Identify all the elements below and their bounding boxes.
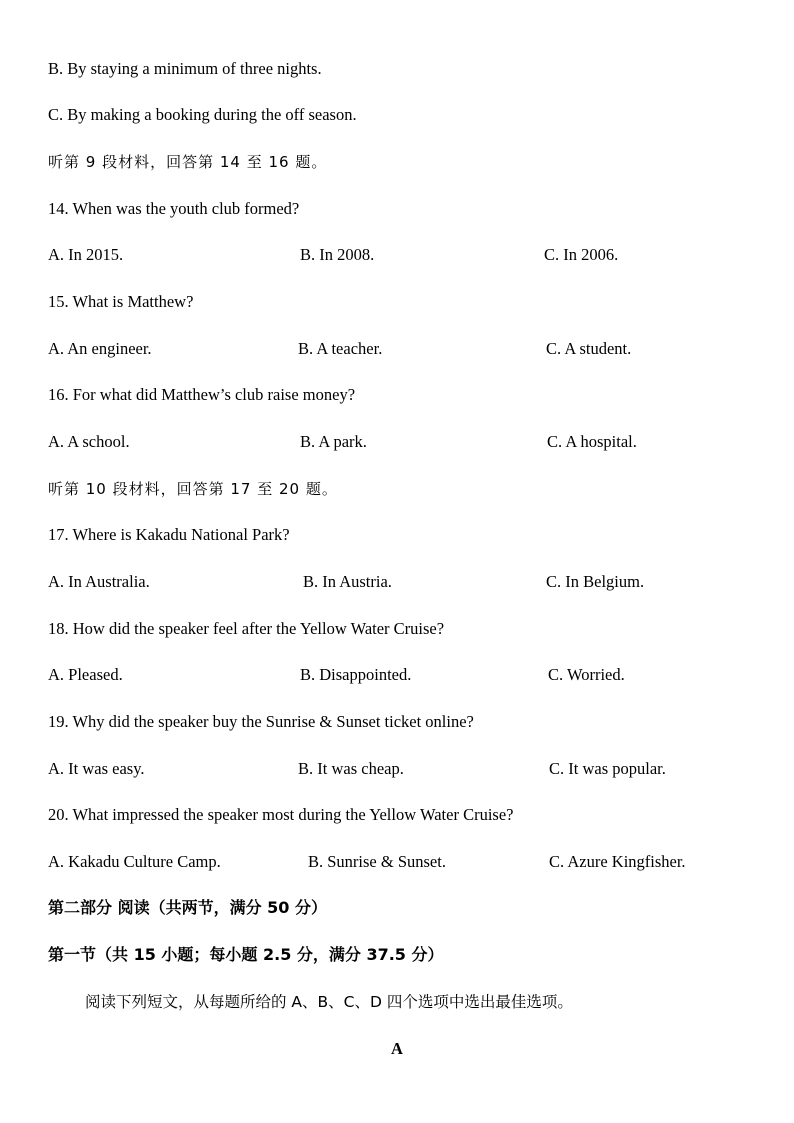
question-16: 16. For what did Matthew’s club raise money?: [48, 385, 356, 404]
q18-option-b: B. Disappointed.: [300, 665, 412, 684]
q18-option-c: C. Worried.: [548, 665, 625, 684]
q19-option-a: A. It was easy.: [48, 759, 145, 778]
q14-option-b: B. In 2008.: [300, 245, 375, 264]
q20-option-c: C. Azure Kingfisher.: [549, 852, 686, 871]
q19-option-c: C. It was popular.: [549, 759, 666, 778]
q18-option-a: A. Pleased.: [48, 665, 123, 684]
q16-option-a: A. A school.: [48, 432, 130, 451]
option-c-prev: C. By making a booking during the off season.: [48, 105, 357, 124]
question-18: 18. How did the speaker feel after the Yellow Water Cruise?: [48, 619, 445, 638]
q17-option-a: A. In Australia.: [48, 572, 150, 591]
q15-option-c: C. A student.: [546, 339, 632, 358]
q19-option-b: B. It was cheap.: [298, 759, 404, 778]
section9-heading: 听第 9 段材料，回答第 14 至 16 题。: [48, 153, 328, 171]
question-14: 14. When was the youth club formed?: [48, 199, 300, 218]
q15-option-a: A. An engineer.: [48, 339, 152, 358]
section10-heading: 听第 10 段材料，回答第 17 至 20 题。: [48, 480, 338, 498]
q16-option-b: B. A park.: [300, 432, 367, 451]
q20-option-a: A. Kakadu Culture Camp.: [48, 852, 221, 871]
part2-heading: 第二部分 阅读（共两节，满分 50 分）: [48, 898, 327, 917]
section1-heading: 第一节（共 15 小题；每小题 2.5 分，满分 37.5 分）: [48, 945, 444, 964]
q16-option-c: C. A hospital.: [547, 432, 637, 451]
question-20: 20. What impressed the speaker most during the Yellow Water Cruise?: [48, 805, 514, 824]
q17-option-c: C. In Belgium.: [546, 572, 645, 591]
q15-option-b: B. A teacher.: [298, 339, 383, 358]
q20-option-b: B. Sunrise & Sunset.: [308, 852, 446, 871]
q14-option-a: A. In 2015.: [48, 245, 124, 264]
question-15: 15. What is Matthew?: [48, 292, 194, 311]
option-b-prev: B. By staying a minimum of three nights.: [48, 59, 322, 78]
question-17: 17. Where is Kakadu National Park?: [48, 525, 290, 544]
question-19: 19. Why did the speaker buy the Sunrise & Sunset ticket online?: [48, 712, 474, 731]
q17-option-b: B. In Austria.: [303, 572, 392, 591]
reading-instruction: 阅读下列短文，从每题所给的 A、B、C、D 四个选项中选出最佳选项。: [85, 993, 573, 1011]
passage-label: A: [391, 1039, 403, 1058]
q14-option-c: C. In 2006.: [544, 245, 619, 264]
